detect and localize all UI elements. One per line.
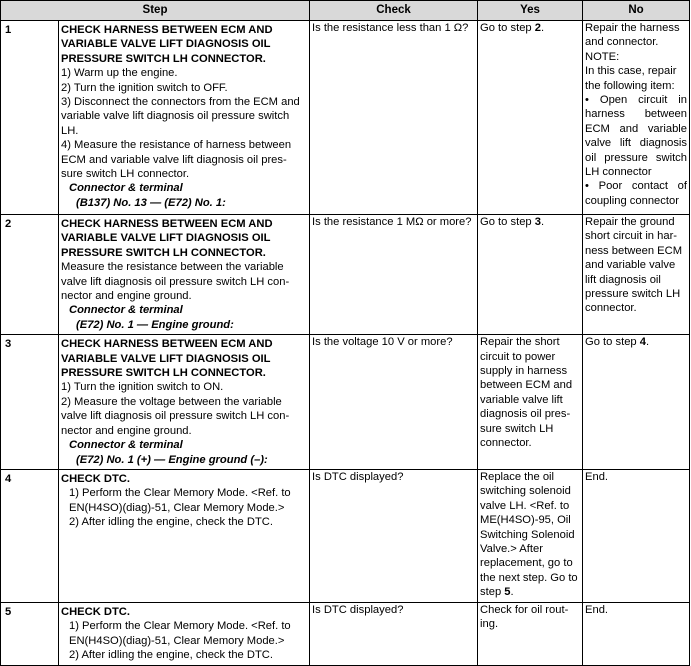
check-cell: Is DTC displayed?	[310, 602, 478, 665]
yes-suffix: .	[540, 22, 545, 34]
connector-terminal-label: Connector & terminal	[69, 182, 183, 195]
no-suffix: .	[645, 336, 650, 349]
step-number: 4	[1, 469, 59, 602]
yes-step-ref: 5	[504, 586, 511, 599]
no-cell: Repair the ground short circuit in har-ness between ECM and variable valve lift diagnosis oil pressure switch LH connector.	[583, 215, 690, 335]
step-instruction: 3) Disconnect the connectors from the ECM and variable valve lift diagnosis oil pressure switch LH.	[61, 96, 300, 137]
yes-suffix: .	[510, 586, 514, 599]
table-row	[1, 215, 690, 335]
step-instruction: 1) Turn the ignition switch to ON.	[61, 381, 224, 394]
step-description	[59, 335, 310, 470]
connector-terminal-value: (B137) No. 13 — (E72) No. 1:	[76, 196, 226, 209]
header-step: Step	[1, 1, 310, 21]
check-cell: Is the resistance less than 1 Ω?	[310, 21, 478, 215]
connector-terminal-label: Connector & terminal	[69, 304, 183, 317]
step-instruction: 2) After idling the engine, check the DTC.	[69, 649, 273, 662]
header-no: No	[583, 1, 690, 21]
step-instruction: 1) Warm up the engine.	[61, 67, 178, 80]
no-text: Repair the harness and connector.	[585, 22, 680, 49]
check-cell: Is DTC displayed?	[310, 469, 478, 602]
step-instruction: 2) Turn the ignition switch to OFF.	[61, 81, 228, 94]
yes-cell	[478, 215, 583, 335]
yes-step-ref: 2	[534, 22, 541, 34]
step-description	[59, 21, 310, 215]
table-row	[1, 469, 690, 602]
yes-text: Go to step	[480, 216, 535, 228]
step-title: CHECK HARNESS BETWEEN ECM AND VARIABLE VALVE LIFT DIAGNOSIS OIL PRESSURE SWITCH LH CONNECTOR.	[61, 24, 273, 65]
table-row	[1, 21, 690, 215]
yes-text: Go to step	[480, 22, 535, 34]
check-cell: Is the voltage 10 V or more?	[310, 335, 478, 470]
step-instruction: 2) Measure the voltage between the variable valve lift diagnosis oil pressure switch LH con-nector and engine ground.	[61, 395, 290, 437]
table-row	[1, 602, 690, 665]
step-title: CHECK HARNESS BETWEEN ECM AND VARIABLE VALVE LIFT DIAGNOSIS OIL PRESSURE SWITCH LH CONNECTOR.	[61, 338, 273, 380]
no-cell: End.	[583, 602, 690, 665]
step-instruction: Measure the resistance between the variable valve lift diagnosis oil pressure switch LH con-nector and engine ground.	[61, 261, 290, 303]
no-note-text: In this case, repair the following item:	[585, 65, 677, 92]
step-title: CHECK DTC.	[61, 605, 130, 618]
table-header-row	[1, 1, 690, 21]
step-number: 5	[1, 602, 59, 665]
no-bullet: • Poor contact of coupling connector	[585, 180, 688, 207]
connector-terminal-value: (E72) No. 1 (+) — Engine ground (–):	[76, 453, 268, 466]
connector-terminal-label: Connector & terminal	[69, 439, 183, 452]
no-note-label: NOTE:	[585, 50, 620, 63]
step-instruction: 4) Measure the resistance of harness between ECM and variable valve lift diagnosis oil pres-sure switch LH connector.	[61, 139, 292, 181]
step-number: 2	[1, 215, 59, 335]
header-check: Check	[310, 1, 478, 21]
step-instruction: 2) After idling the engine, check the DTC.	[69, 516, 273, 529]
yes-cell: Repair the short circuit to power supply in harness between ECM and variable valve lift diagnosis oil pres-sure switch LH connector.	[478, 335, 583, 470]
step-title: CHECK DTC.	[61, 472, 130, 485]
yes-cell: Check for oil rout-ing.	[478, 602, 583, 665]
step-title: CHECK HARNESS BETWEEN ECM AND VARIABLE VALVE LIFT DIAGNOSIS OIL PRESSURE SWITCH LH CONNECTOR.	[61, 218, 273, 259]
no-cell	[583, 335, 690, 470]
no-text: Go to step	[585, 336, 640, 349]
step-description	[59, 469, 310, 602]
table-row	[1, 335, 690, 470]
no-step-ref: 4	[639, 336, 646, 349]
check-cell: Is the resistance 1 MΩ or more?	[310, 215, 478, 335]
no-cell: End.	[583, 469, 690, 602]
step-description	[59, 215, 310, 335]
connector-terminal-value: (E72) No. 1 — Engine ground:	[76, 318, 234, 331]
step-instruction: 1) Perform the Clear Memory Mode. <Ref. to EN(H4SO)(diag)-51, Clear Memory Mode.>	[69, 620, 291, 647]
yes-step-ref: 3	[534, 216, 541, 228]
yes-cell	[478, 21, 583, 215]
no-cell	[583, 21, 690, 215]
header-yes: Yes	[478, 1, 583, 21]
yes-cell	[478, 469, 583, 602]
step-instruction: 1) Perform the Clear Memory Mode. <Ref. to EN(H4SO)(diag)-51, Clear Memory Mode.>	[69, 487, 291, 514]
yes-text: Replace the oil switching solenoid valve LH. <Ref. to ME(H4SO)-95, Oil Switching Solenoid Valve.> After replacement, go to the next step. Go to step	[480, 470, 578, 599]
step-number: 3	[1, 335, 59, 470]
step-description	[59, 602, 310, 665]
no-bullet: • Open circuit in harness between ECM and variable valve lift diagnosis oil pressure switch LH connector	[585, 94, 688, 179]
yes-suffix: .	[540, 216, 545, 228]
step-number: 1	[1, 21, 59, 215]
